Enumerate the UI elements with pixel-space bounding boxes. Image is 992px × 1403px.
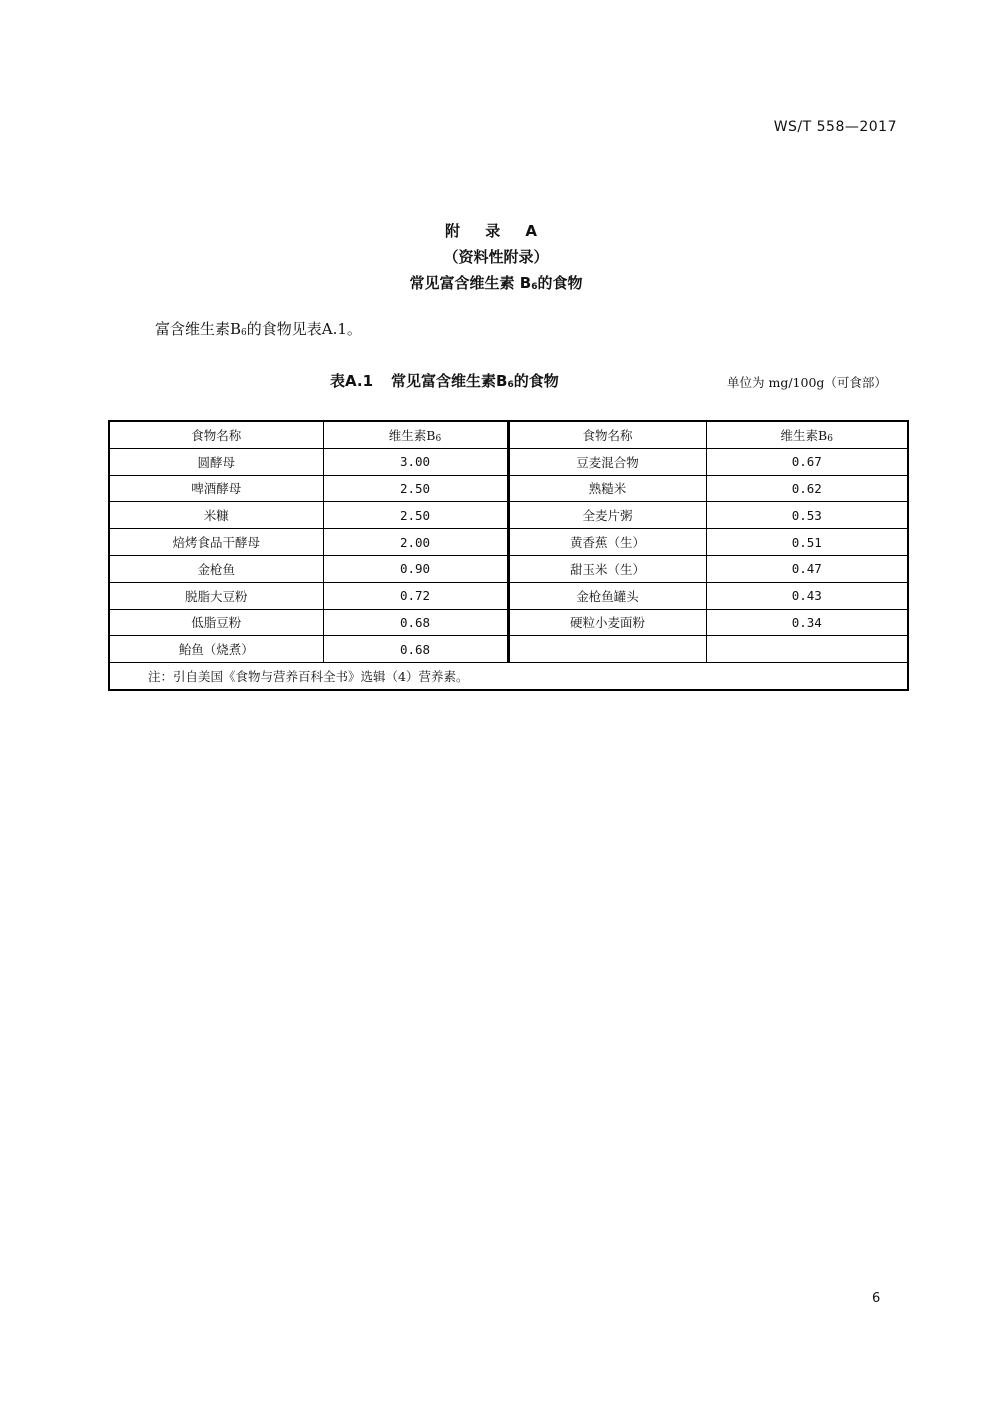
table-note: 注：引自美国《食物与营养百科全书》选辑（4）营养素。: [109, 663, 908, 690]
table-unit: 单位为 mg/100g（可食部）: [727, 375, 887, 390]
table-header-row: [109, 421, 908, 448]
intro-suffix: 的食物见表A.1。: [246, 320, 362, 338]
table-number: 表A.1: [330, 372, 374, 390]
vitamin-value-cell: 0.67: [706, 448, 908, 475]
header-vitamin-left-sub: 6: [435, 433, 442, 444]
vitamin-value-cell: [706, 636, 908, 663]
food-name-cell: 金枪鱼罐头: [508, 582, 706, 609]
vitamin-value-cell: 0.90: [323, 555, 508, 582]
food-name-cell: 黄香蕉（生）: [508, 529, 706, 556]
food-name-cell: 圆酵母: [109, 448, 323, 475]
vitamin-value-cell: 2.50: [323, 475, 508, 502]
annex-heading-prefix: 常见富含维生素 B: [409, 274, 532, 292]
table-caption: [330, 370, 559, 391]
table-row: [109, 448, 908, 475]
food-name-cell: 脱脂大豆粉: [109, 582, 323, 609]
header-vitamin-left: [323, 421, 508, 448]
standard-code: WS/T 558—2017: [773, 119, 897, 135]
food-name-cell: 米糠: [109, 502, 323, 529]
vitamin-value-cell: 2.50: [323, 502, 508, 529]
food-name-cell: 鲐鱼（烧煮）: [109, 636, 323, 663]
vitamin-value-cell: 0.68: [323, 609, 508, 636]
table-row: [109, 609, 908, 636]
food-name-cell: [508, 636, 706, 663]
food-name-cell: 硬粒小麦面粉: [508, 609, 706, 636]
table-row: [109, 582, 908, 609]
food-name-cell: 金枪鱼: [109, 555, 323, 582]
annex-title: 附 录 A: [444, 222, 548, 240]
annex-heading-subscript: 6: [531, 282, 538, 292]
header-vitamin-left-text: 维生素B: [388, 427, 436, 443]
food-name-cell: 甜玉米（生）: [508, 555, 706, 582]
vitamin-value-cell: 0.72: [323, 582, 508, 609]
table-note-row: [109, 663, 908, 690]
food-name-cell: 低脂豆粉: [109, 609, 323, 636]
vitamin-b6-table: [108, 420, 909, 691]
header-food-name-right: 食物名称: [508, 421, 706, 448]
food-name-cell: 啤酒酵母: [109, 475, 323, 502]
table-row: [109, 555, 908, 582]
food-name-cell: 豆麦混合物: [508, 448, 706, 475]
vitamin-value-cell: 0.47: [706, 555, 908, 582]
annex-heading-suffix: 的食物: [537, 274, 583, 292]
header-vitamin-right: [706, 421, 908, 448]
vitamin-value-cell: 0.34: [706, 609, 908, 636]
annex-heading: [0, 270, 992, 300]
food-name-cell: 焙烤食品干酵母: [109, 529, 323, 556]
header-food-name-left: 食物名称: [109, 421, 323, 448]
table-caption-prefix: 常见富含维生素B: [391, 372, 508, 390]
table-row: [109, 502, 908, 529]
annex-heading-block: [0, 218, 992, 300]
food-name-cell: 全麦片粥: [508, 502, 706, 529]
header-vitamin-right-sub: 6: [827, 433, 833, 444]
vitamin-value-cell: 0.51: [706, 529, 908, 556]
vitamin-value-cell: 0.43: [706, 582, 908, 609]
table-row: [109, 529, 908, 556]
table-caption-suffix: 的食物: [513, 372, 559, 390]
vitamin-value-cell: 3.00: [323, 448, 508, 475]
table-row: [109, 475, 908, 502]
table-caption-subscript: 6: [507, 380, 514, 390]
vitamin-value-cell: 0.68: [323, 636, 508, 663]
intro-subscript: 6: [241, 328, 247, 338]
page-number: 6: [872, 1291, 881, 1306]
annex-type: （资料性附录）: [443, 248, 549, 266]
table-row: [109, 636, 908, 663]
header-vitamin-right-text: 维生素B: [780, 427, 828, 443]
food-name-cell: 熟糙米: [508, 475, 706, 502]
vitamin-value-cell: 0.62: [706, 475, 908, 502]
intro-prefix: 富含维生素B: [155, 320, 242, 338]
vitamin-value-cell: 2.00: [323, 529, 508, 556]
vitamin-value-cell: 0.53: [706, 502, 908, 529]
intro-paragraph: [155, 318, 362, 339]
